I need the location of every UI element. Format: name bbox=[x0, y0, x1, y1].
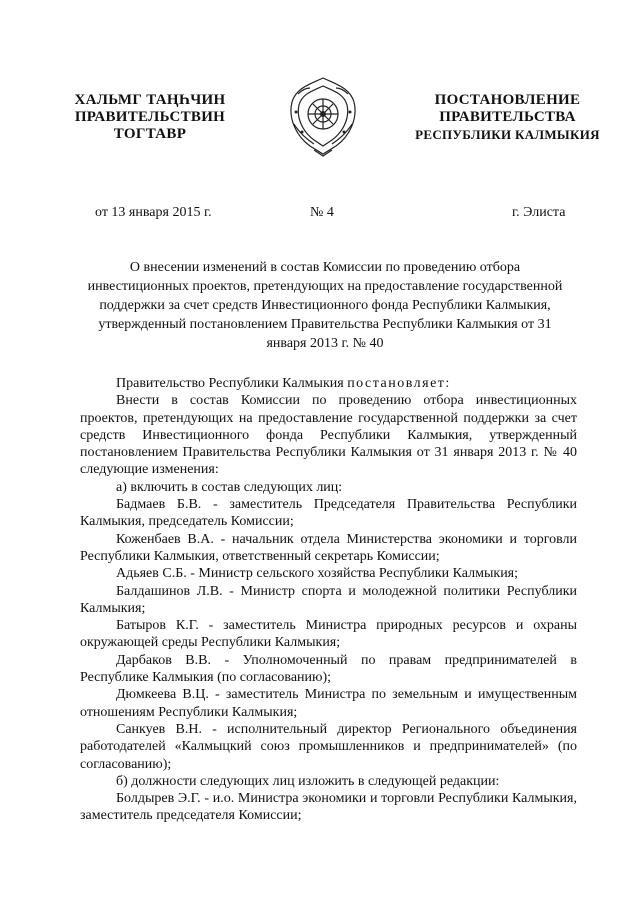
header-right-line-1: ПОСТАНОВЛЕНИЕ bbox=[434, 92, 581, 108]
body-paragraph: Дюмкеева В.Ц. - заместитель Министра по земельным и имущественным отношениям Республики Калмыкия; bbox=[80, 687, 577, 720]
body-paragraph: Дарбаков В.В. - Уполномоченный по правам предпринимателей в Республике Калмыкия (по согласованию); bbox=[80, 652, 577, 686]
header-right-russian bbox=[400, 92, 615, 143]
document-title: О внесении изменений в состав Комиссии по проведению отбора инвестиционных проектов, претендующих на предоставление государственной поддержки за счет средств Инвестиционного фонда Республики Калмыкия, утвержденный постановлением Правительства Республики Калмыкия от 31 января 2013 г. № 40 bbox=[87, 260, 563, 351]
header-left-line-2: ПРАВИТЕЛЬСТВИН bbox=[74, 109, 226, 125]
body-intro bbox=[80, 375, 577, 392]
intro-subject: Правительство Республики Калмыкия bbox=[116, 376, 344, 391]
header-right-line-3: РЕСПУБЛИКИ КАЛМЫКИЯ bbox=[415, 127, 600, 142]
header-left-kalmyk bbox=[55, 92, 245, 143]
coat-of-arms-icon bbox=[284, 74, 362, 158]
header-left-line-3: ТОГТАВР bbox=[113, 126, 187, 142]
body-paragraph: Коженбаев В.А. - начальник отдела Министерства экономики и торговли Республики Калмыкия, ответственный секретарь Комиссии; bbox=[80, 531, 577, 564]
body-paragraph: Болдырев Э.Г. - и.о. Министра экономики и торговли Республики Калмыкия, заместитель председателя Комиссии; bbox=[80, 791, 577, 824]
body-paragraph: Батыров К.Г. - заместитель Министра природных ресурсов и охраны окружающей среды Республики Калмыкия; bbox=[80, 618, 577, 651]
body-paragraph: Бадмаев Б.В. - заместитель Председателя Правительства Республики Калмыкия, председатель Комиссии; bbox=[80, 497, 577, 530]
intro-verb: постановляет: bbox=[347, 376, 451, 391]
header-left-line-1: ХАЛЬМГ ТАҢҺЧИН bbox=[74, 92, 226, 108]
body-paragraph: Внести в состав Комиссии по проведению отбора инвестиционных проектов, претендующих на предоставление государственной поддержки за счет средств Инвестиционного фонда Республики Калмыкия, утвержденный постановлением Правительства Республики Калмыкия от 31 января 2013 г. № 40 следующие изменения: bbox=[80, 393, 577, 478]
body-paragraph: а) включить в состав следующих лиц: bbox=[116, 479, 343, 495]
document-date: от 13 января 2015 г. bbox=[95, 205, 212, 220]
body-paragraph: Адьяев С.Б. - Министр сельского хозяйства Республики Калмыкия; bbox=[116, 566, 519, 582]
header-right-line-2: ПРАВИТЕЛЬСТВА bbox=[439, 109, 576, 125]
document-city: г. Элиста bbox=[512, 205, 566, 220]
document-number: № 4 bbox=[310, 205, 334, 220]
body-paragraph: Санкуев В.Н. - исполнительный директор Регионального объединения работодателей «Калмыцкий союз промышленников и предпринимателей» (по согласованию); bbox=[80, 721, 577, 772]
body-paragraph: Балдашинов Л.В. - Министр спорта и молодежной политики Республики Калмыкия; bbox=[80, 583, 577, 616]
document-body bbox=[80, 375, 577, 825]
body-paragraph: б) должности следующих лиц изложить в следующей редакции: bbox=[116, 773, 500, 789]
